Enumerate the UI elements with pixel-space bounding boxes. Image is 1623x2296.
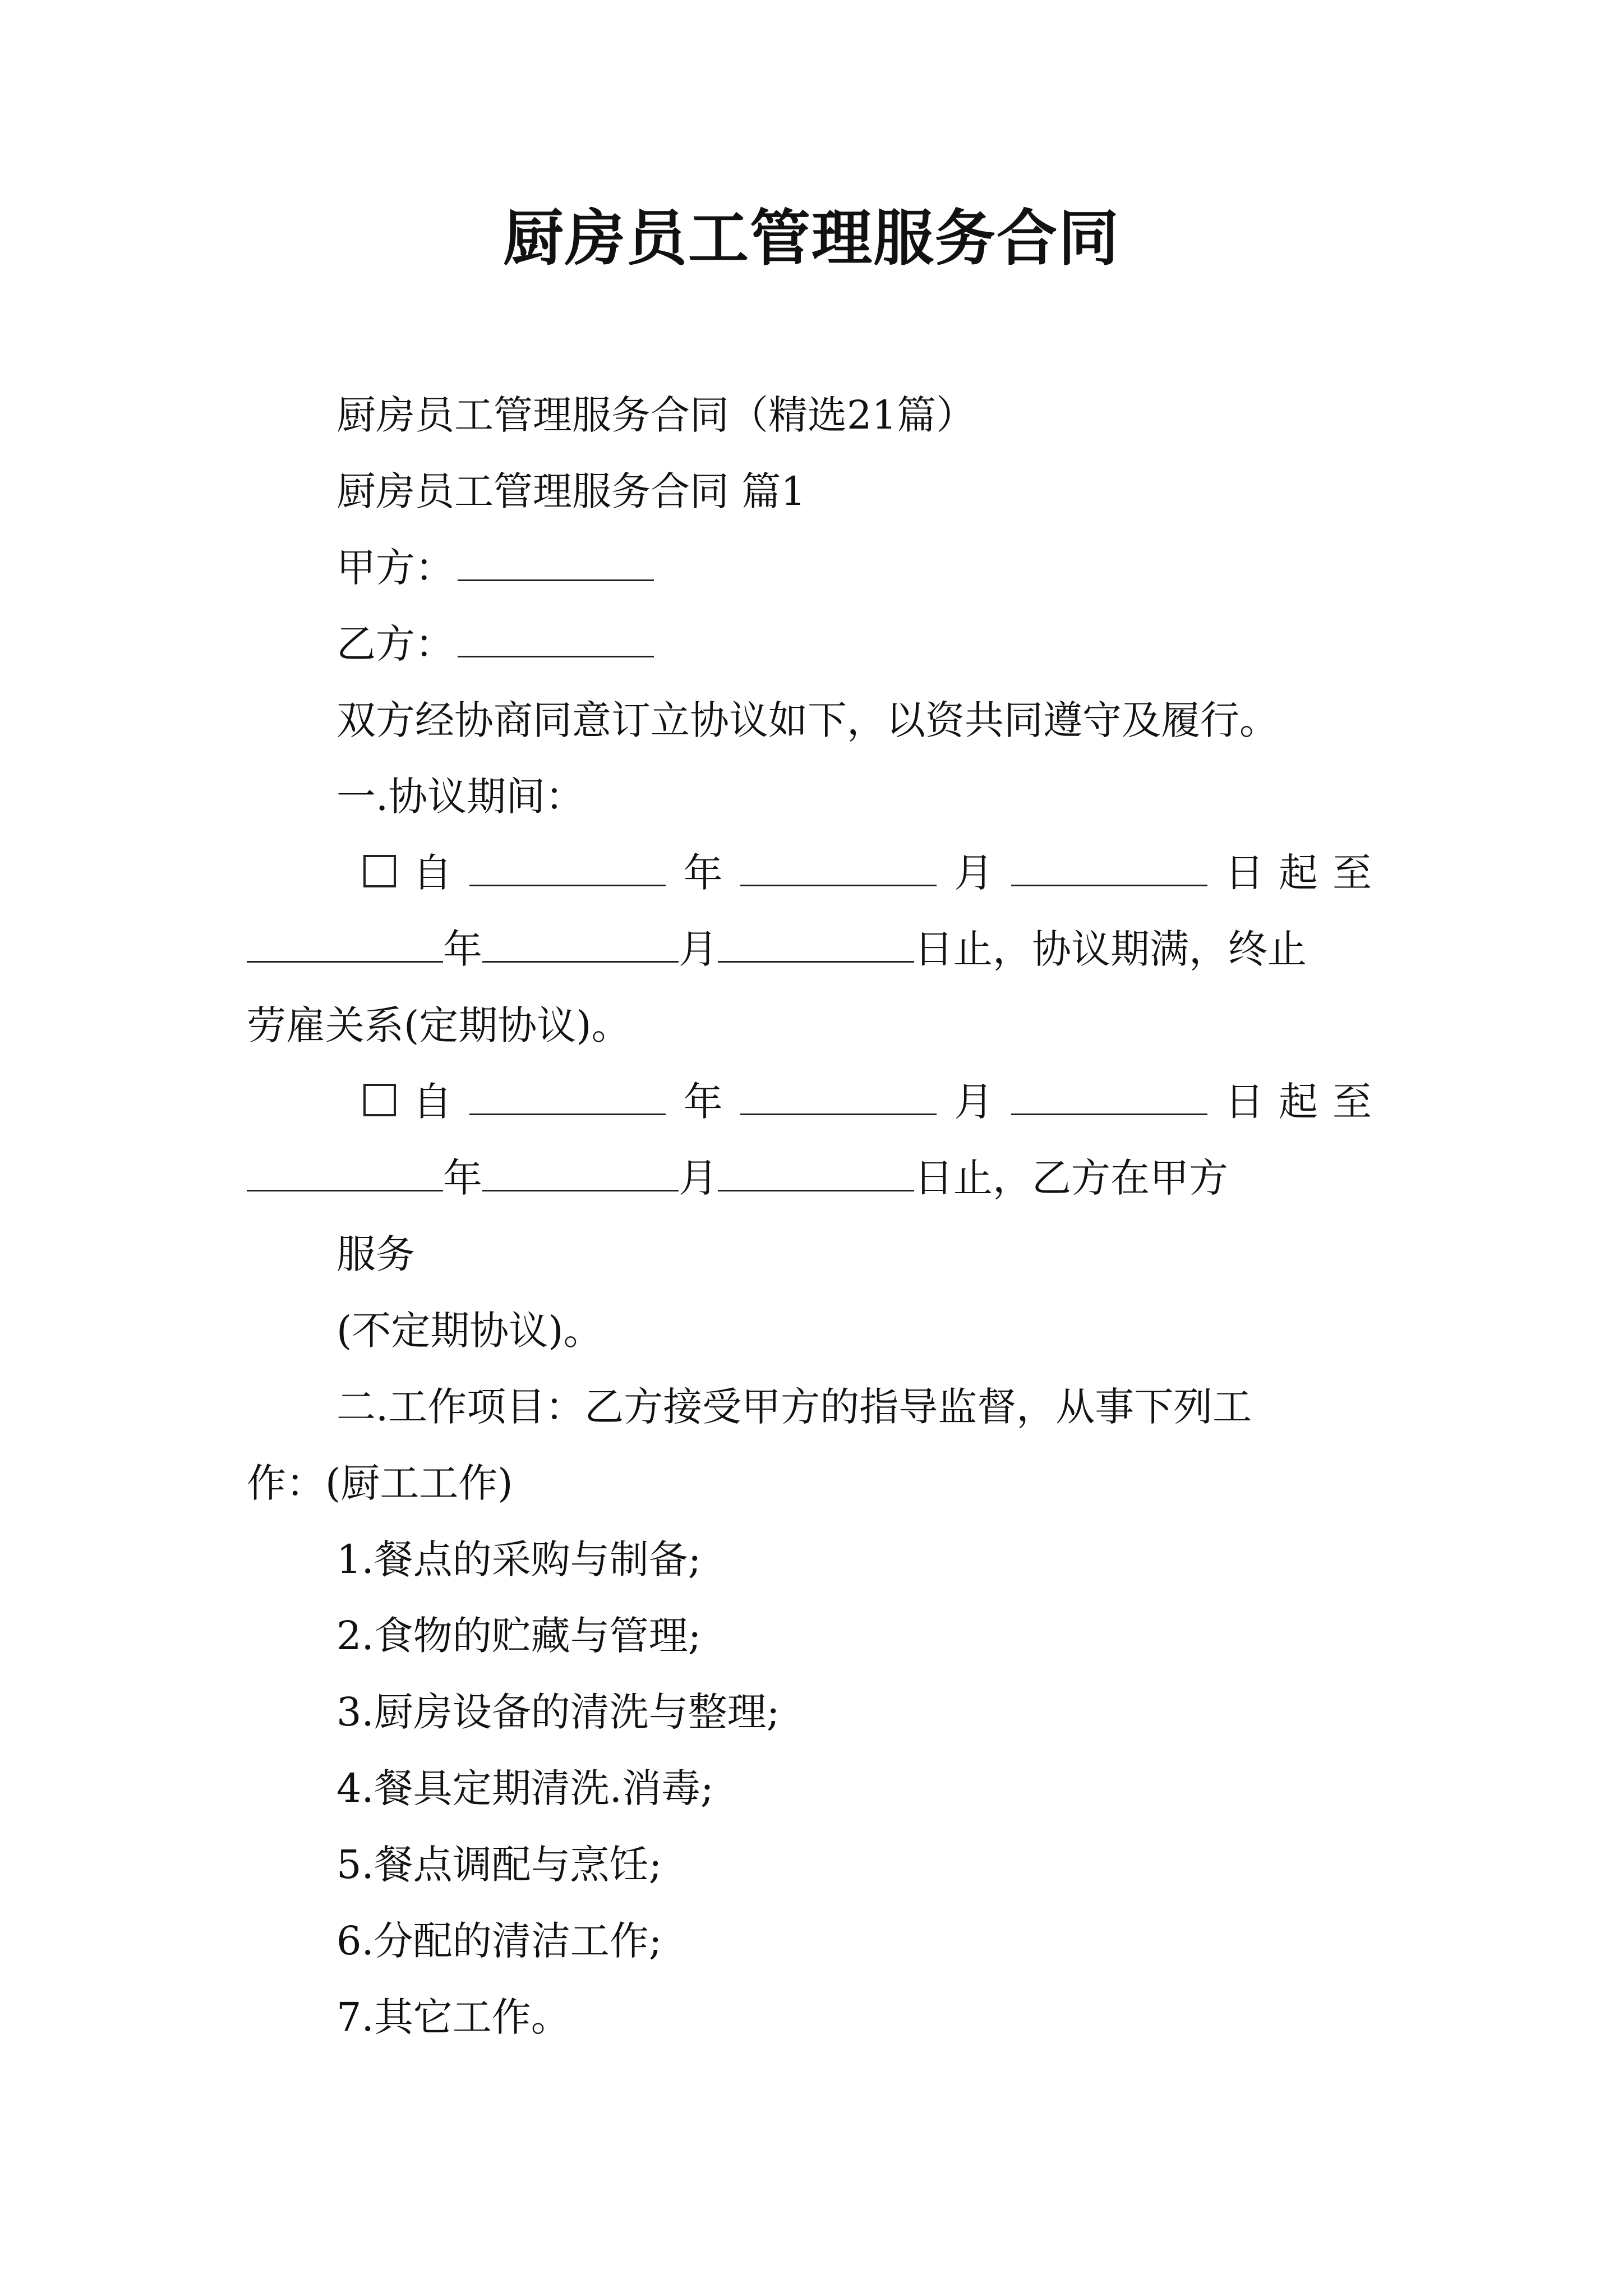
start-month-blank[interactable] xyxy=(740,848,937,886)
clause1-heading: 一.协议期间： xyxy=(336,774,585,820)
month-label: 月 xyxy=(954,1079,994,1125)
option2-line3: 服务 xyxy=(336,1231,415,1277)
option1-checkbox-group xyxy=(363,845,452,901)
party-a-blank[interactable] xyxy=(458,542,654,581)
end-day-blank[interactable] xyxy=(718,924,914,963)
work-item: 2.食物的贮藏与管理; xyxy=(336,1613,702,1659)
document-title: 厨房员工管理服务合同 xyxy=(502,203,1120,274)
year-label: 年 xyxy=(443,1155,482,1201)
end-month-blank[interactable] xyxy=(482,1153,679,1191)
work-item: 6.分配的清洁工作; xyxy=(336,1918,662,1964)
start-day-blank[interactable] xyxy=(1011,848,1207,886)
from-label: 自 xyxy=(413,1079,452,1125)
month-label: 月 xyxy=(679,1155,718,1201)
day-start-label: 日起至 xyxy=(1224,850,1386,896)
start-day-blank[interactable] xyxy=(1011,1076,1207,1115)
option2-line2 xyxy=(247,1150,1228,1206)
party-b-blank[interactable] xyxy=(458,619,654,657)
option1-line1 xyxy=(363,845,1386,901)
year-label: 年 xyxy=(683,1079,723,1125)
start-year-blank[interactable] xyxy=(469,848,666,886)
month-label: 月 xyxy=(679,926,718,972)
party-a-label: 甲方： xyxy=(336,545,454,591)
option1-tail: 日止，协议期满，终止 xyxy=(914,926,1307,972)
subtitle: 厨房员工管理服务合同（精选21篇） xyxy=(336,392,976,438)
party-b-label: 乙方： xyxy=(336,621,454,667)
year-label: 年 xyxy=(443,926,482,972)
start-month-blank[interactable] xyxy=(740,1076,937,1115)
option2-checkbox-group xyxy=(363,1074,452,1130)
end-year-blank[interactable] xyxy=(247,924,443,963)
start-year-blank[interactable] xyxy=(469,1076,666,1115)
year-label: 年 xyxy=(683,850,723,896)
option1-line3: 劳雇关系(定期协议)。 xyxy=(247,1002,631,1048)
from-label: 自 xyxy=(413,850,452,896)
section-heading: 厨房员工管理服务合同 篇1 xyxy=(336,468,806,514)
end-month-blank[interactable] xyxy=(482,924,679,963)
party-a-line xyxy=(336,540,654,596)
intro-paragraph: 双方经协商同意订立协议如下，以资共同遵守及履行。 xyxy=(336,697,1279,743)
work-item: 1.餐点的采购与制备; xyxy=(336,1536,702,1582)
month-label: 月 xyxy=(954,850,994,896)
party-b-line xyxy=(336,616,654,672)
work-item: 4.餐具定期清洗.消毒; xyxy=(336,1765,714,1811)
work-item: 3.厨房设备的清洗与整理; xyxy=(336,1689,780,1735)
work-item: 7.其它工作。 xyxy=(336,1994,570,2040)
work-item: 5.餐点调配与烹饪; xyxy=(336,1842,662,1888)
option2-line4: (不定期协议)。 xyxy=(336,1308,603,1354)
option1-line2 xyxy=(247,921,1307,977)
clause2-line1: 二.工作项目：乙方接受甲方的指导监督，从事下列工 xyxy=(336,1384,1252,1430)
clause2-line2: 作：(厨工工作) xyxy=(247,1460,513,1506)
option2-checkbox[interactable] xyxy=(363,1084,396,1116)
option2-line1 xyxy=(363,1074,1386,1130)
day-start-label: 日起至 xyxy=(1224,1079,1386,1125)
end-year-blank[interactable] xyxy=(247,1153,443,1191)
option1-checkbox[interactable] xyxy=(363,855,396,887)
end-day-blank[interactable] xyxy=(718,1153,914,1191)
option2-tail: 日止，乙方在甲方 xyxy=(914,1155,1228,1201)
